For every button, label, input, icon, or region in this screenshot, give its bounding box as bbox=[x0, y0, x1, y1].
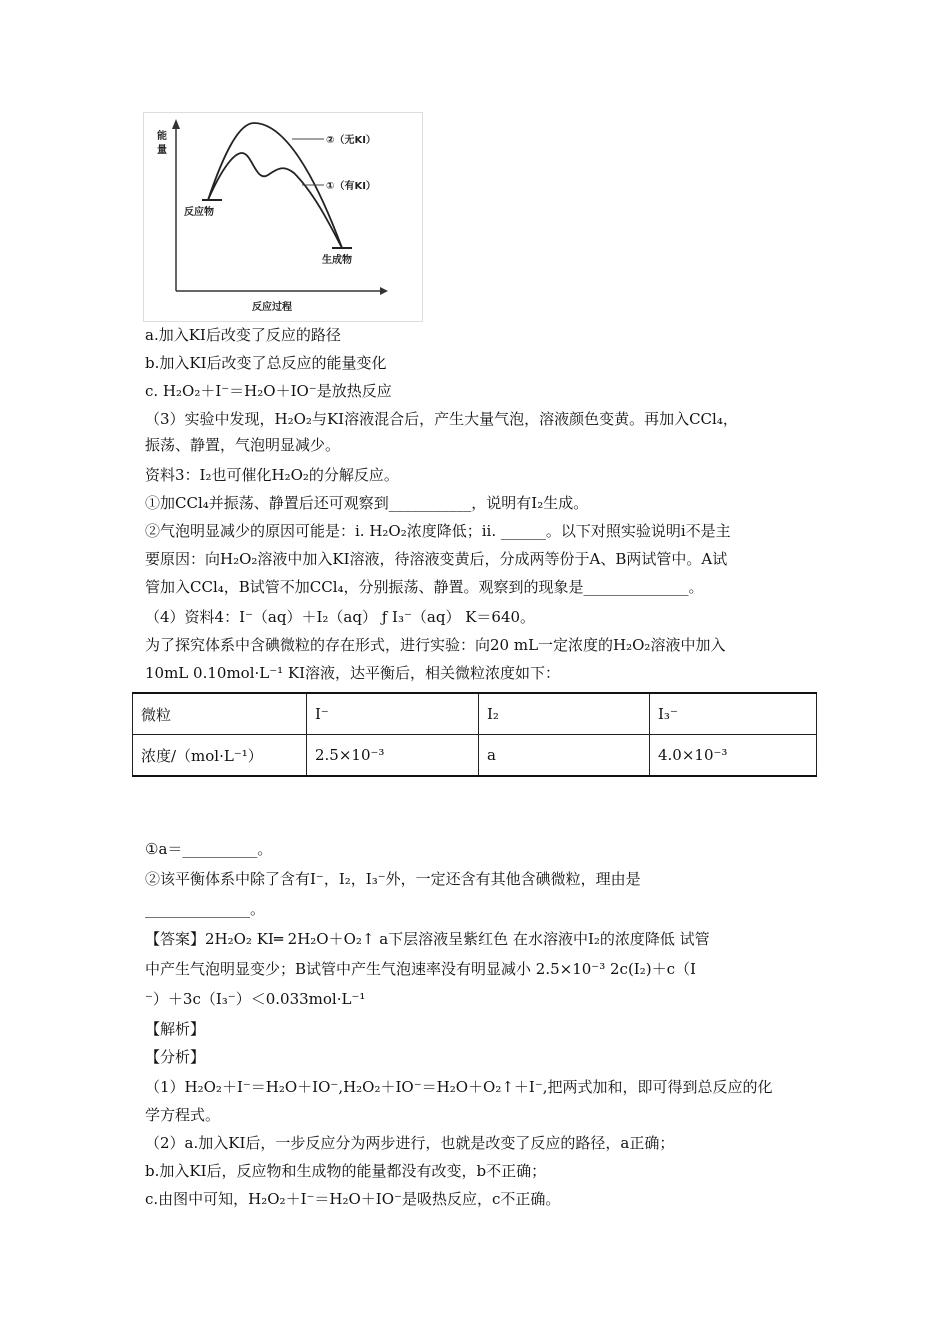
table-cell: 浓度/（mol·L⁻¹） bbox=[133, 735, 307, 777]
x-axis-arrow bbox=[380, 287, 388, 295]
answer-line: ⁻）＋3c（I₃⁻）＜0.033mol·L⁻¹ bbox=[145, 990, 366, 1008]
text-line: 为了探究体系中含碘微粒的存在形式，进行实验：向20 mL一定浓度的H₂O₂溶液中加入 bbox=[145, 636, 726, 654]
text-line: ①a＝__________。 bbox=[145, 840, 273, 858]
text-line: b.加入KI后，反应物和生成物的能量都没有改变，b不正确； bbox=[145, 1162, 547, 1180]
text-line: 10mL 0.10mol·L⁻¹ KI溶液，达平衡后，相关微粒浓度如下： bbox=[145, 664, 561, 682]
table-cell: 4.0×10⁻³ bbox=[650, 735, 817, 777]
text-line: 资料3：I₂也可催化H₂O₂的分解反应。 bbox=[145, 466, 399, 484]
table-header-row bbox=[133, 693, 817, 735]
table-cell: 2.5×10⁻³ bbox=[307, 735, 479, 777]
text-line: 要原因：向H₂O₂溶液中加入KI溶液，待溶液变黄后，分成两等份于A、B两试管中。A试 bbox=[145, 550, 728, 568]
answer-line: 中产生气泡明显变少；B试管中产生气泡速率没有明显减小 2.5×10⁻³ 2c(I₂)＋c（I bbox=[145, 960, 696, 978]
answer-line: 【答案】2H₂O₂ KI═ 2H₂O＋O₂↑ a下层溶液呈紫红色 在水溶液中I₂的浓度降低 试管 bbox=[145, 930, 710, 948]
text-line: 管加入CCl₄，B试管不加CCl₄，分别振荡、静置。观察到的现象是______________。 bbox=[145, 578, 704, 596]
y-axis-label-1: 能 bbox=[157, 131, 167, 142]
concentration-table bbox=[132, 692, 817, 777]
table-cell: I₂ bbox=[479, 693, 650, 735]
text-line: ______________。 bbox=[145, 900, 266, 918]
table-row bbox=[133, 735, 817, 777]
energy-diagram-svg bbox=[144, 113, 422, 321]
text-line: ①加CCl₄并振荡、静置后还可观察到___________，说明有I₂生成。 bbox=[145, 494, 589, 512]
text-line: ②气泡明显减少的原因可能是：i. H₂O₂浓度降低；ii. ______。以下对照实验说明i不是主 bbox=[145, 522, 731, 540]
section-heading: 【解析】 bbox=[145, 1020, 206, 1038]
y-axis-arrow bbox=[172, 119, 180, 129]
reactant-label: 反应物 bbox=[184, 207, 214, 218]
section-heading: 【分析】 bbox=[145, 1048, 206, 1066]
text-line: ②该平衡体系中除了含有I⁻，I₂，I₃⁻外，一定还含有其他含碘微粒，理由是 bbox=[145, 870, 641, 888]
text-line: 振荡、静置，气泡明显减少。 bbox=[145, 436, 341, 454]
y-axis-label-2: 量 bbox=[157, 145, 167, 156]
text-line: c. H₂O₂＋I⁻＝H₂O＋IO⁻是放热反应 bbox=[145, 382, 392, 400]
table-cell: a bbox=[479, 735, 650, 777]
curve-with-ki-label: ①（有KI） bbox=[326, 181, 376, 192]
table-cell: I₃⁻ bbox=[650, 693, 817, 735]
table-cell: I⁻ bbox=[307, 693, 479, 735]
text-line: （3）实验中发现，H₂O₂与KI溶液混合后，产生大量气泡，溶液颜色变黄。再加入CCl₄， bbox=[145, 410, 738, 428]
text-line: b.加入KI后改变了总反应的能量变化 bbox=[145, 354, 387, 372]
text-line: c.由图中可知，H₂O₂＋I⁻＝H₂O＋IO⁻是吸热反应，c不正确。 bbox=[145, 1190, 561, 1208]
text-line: （4）资料4：I⁻（aq）＋I₂（aq） ƒ I₃⁻（aq） K＝640。 bbox=[145, 608, 536, 626]
text-line: （1）H₂O₂＋I⁻＝H₂O＋IO⁻,H₂O₂＋IO⁻＝H₂O＋O₂↑＋I⁻,把两式加和，即可得到总反应的化 bbox=[145, 1078, 773, 1096]
text-line: a.加入KI后改变了反应的路径 bbox=[145, 326, 341, 344]
table-cell: 微粒 bbox=[133, 693, 307, 735]
x-axis-label: 反应过程 bbox=[252, 302, 292, 313]
product-label: 生成物 bbox=[322, 255, 352, 266]
text-line: （2）a.加入KI后，一步反应分为两步进行，也就是改变了反应的路径，a正确； bbox=[145, 1134, 675, 1152]
energy-diagram bbox=[143, 112, 423, 322]
text-line: 学方程式。 bbox=[145, 1106, 221, 1124]
curve-no-ki-label: ②（无KI） bbox=[326, 135, 376, 146]
